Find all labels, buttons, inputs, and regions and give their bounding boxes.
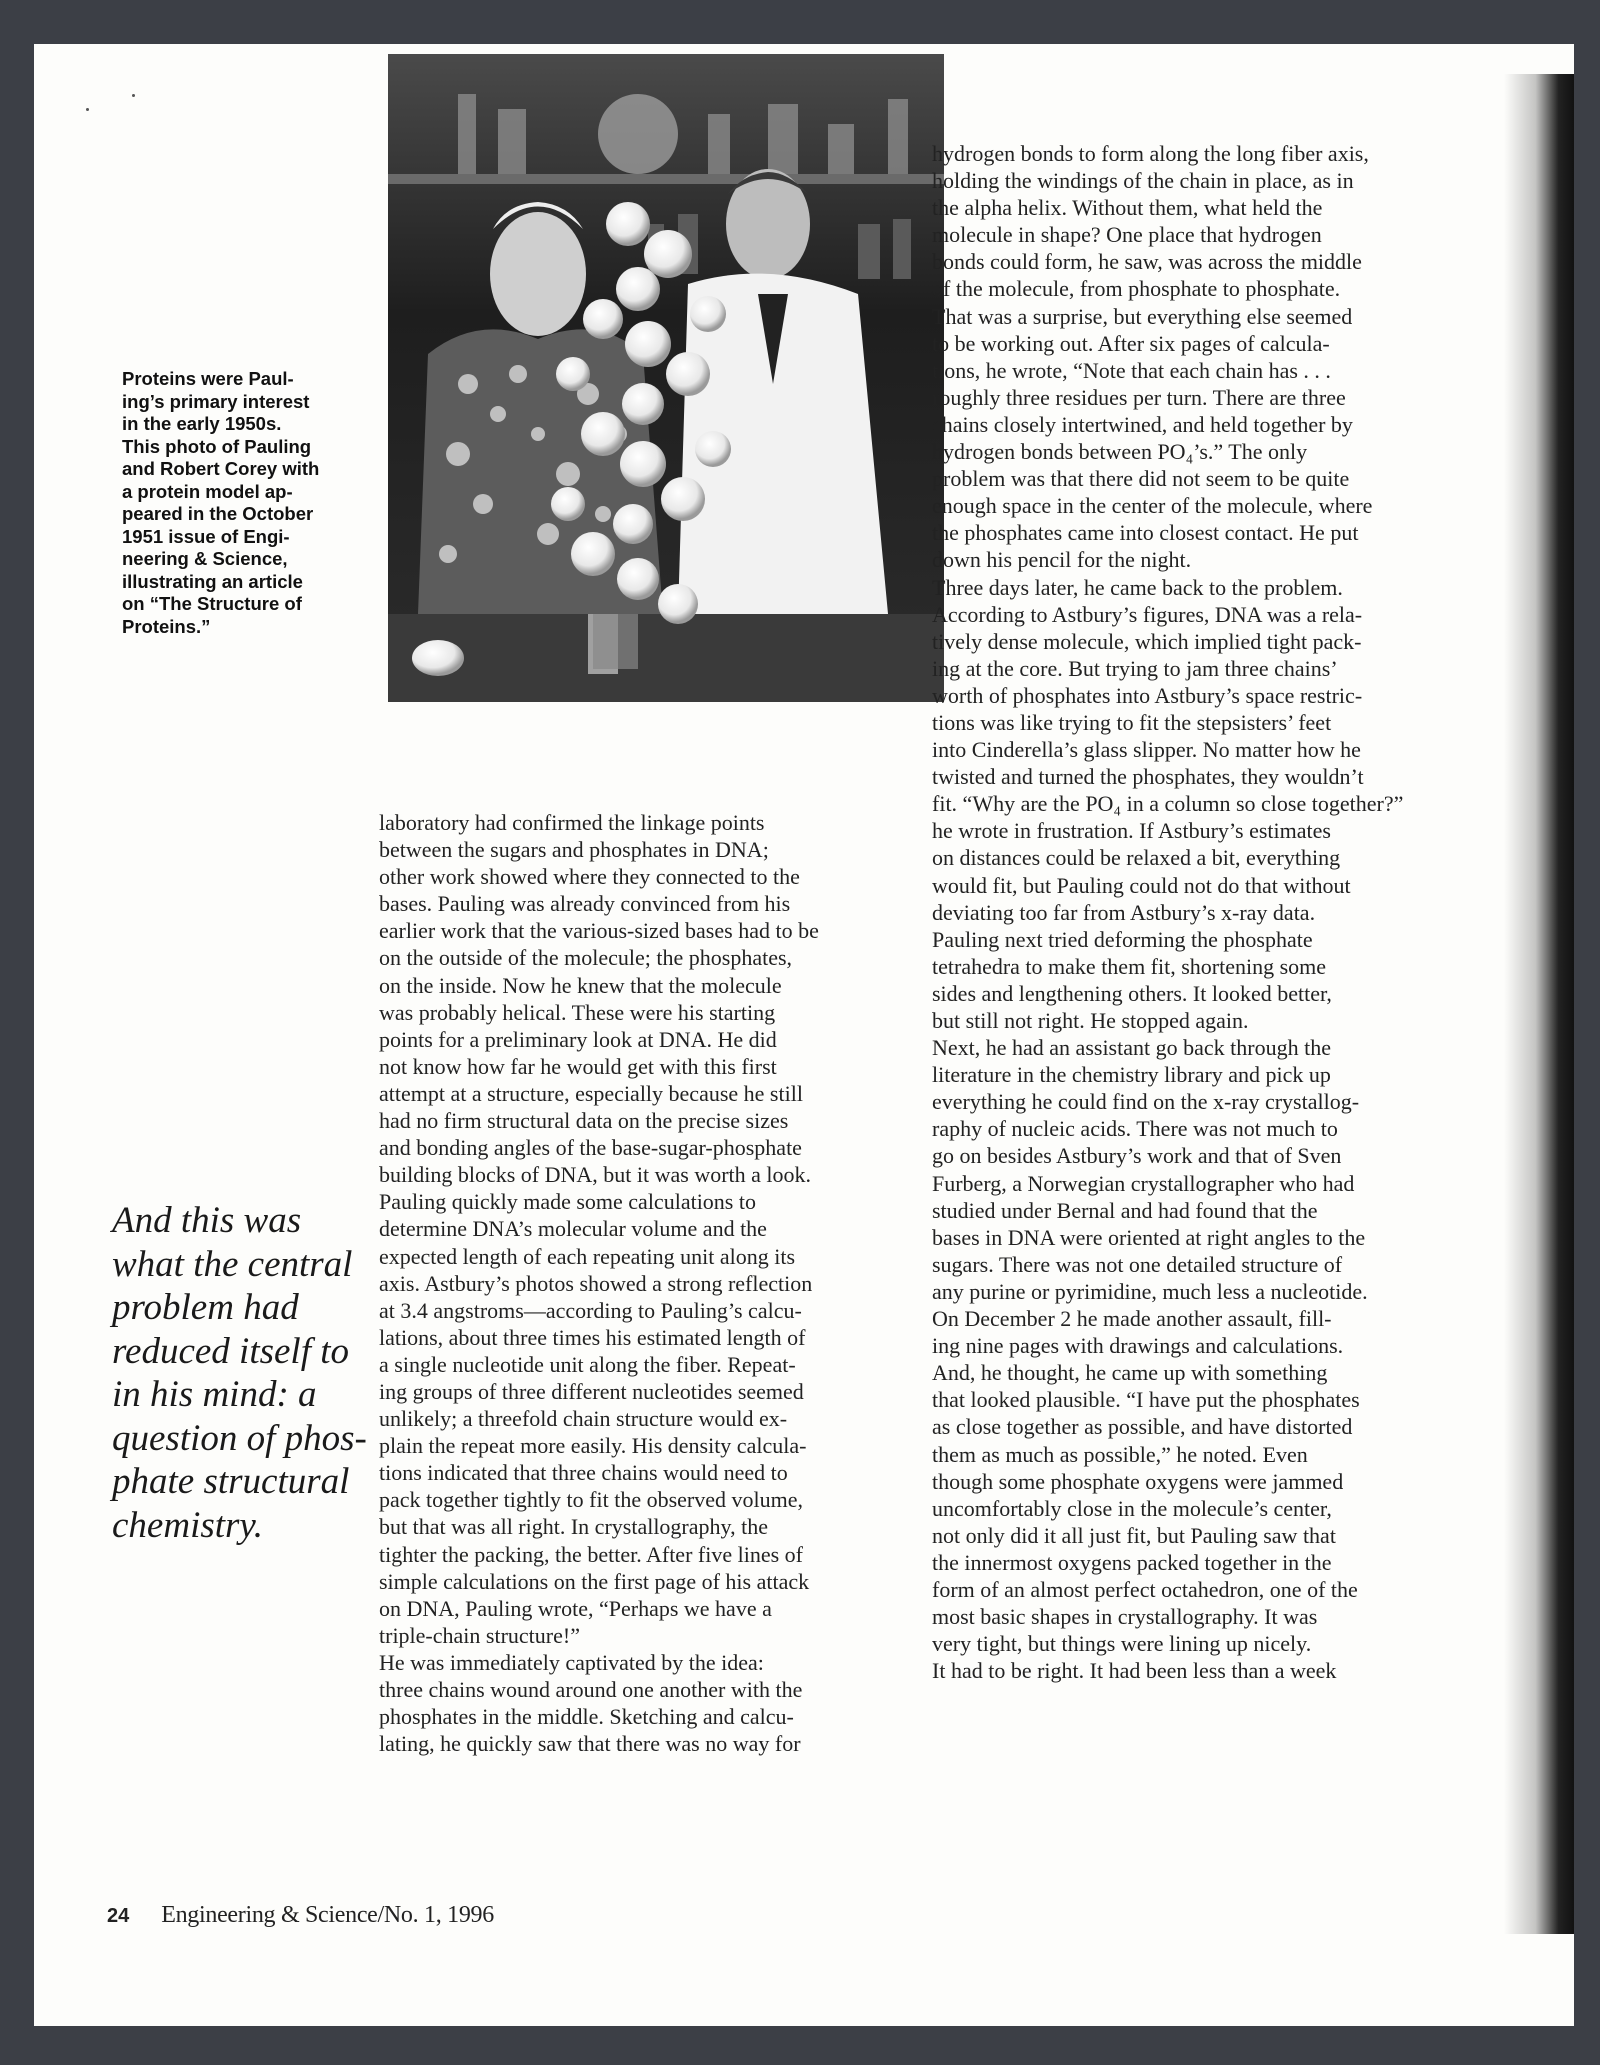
pull-quote: And this was what the central problem had reduced itself to in his mind: a question of phos- phate structural chemistry. bbox=[112, 1200, 367, 1546]
photo-caption: Proteins were Paul- ing’s primary interest in the early 1950s. This photo of Pauling and Robert Corey with a protein model ap- peared in the October 1951 issue of Engi- neering & Science, illustrating an article on “The Structure of Proteins.” bbox=[122, 368, 320, 637]
dust-speck bbox=[132, 94, 135, 97]
magazine-page bbox=[34, 44, 1574, 2026]
body-column-middle: laboratory had confirmed the linkage points between the sugars and phosphates in DNA; other work showed where they connected to the bases. Pauling was already convinced from his earlier work that the various-sized bases had to be on the outside of the molecule; the phosphates, on the inside. Now he knew that the molecule was probably helical. These were his starting points for a preliminary look at DNA. He did not know how far he would get with this first attempt at a structure, especially because he still had no firm structural data on the precise sizes and bonding angles of the base-sugar-phosphate building blocks of DNA, but it was worth a look. Pauling quickly made some calculations to determine DNA’s molecular volume and the expected length of each repeating unit along its axis. Astbury’s photos showed a strong reflection at 3.4 angstroms—according to Pauling’s calcu- lations, about three times his estimated length of a single nucleotide unit along the fiber. Repeat- ing groups of three different nucleotides seemed unlikely; a threefold chain structure would ex- plain the repeat more easily. His density calcula- tions indicated that three chains would need to pack together tightly to fit the observed volume, but that was all right. In crystallography, the tighter the packing, the better. After five lines of simple calculations on the first page of his attack on DNA, Pauling wrote, “Perhaps we have a triple-chain structure!” He was immediately captivated by the idea: three chains wound around one another with the phosphates in the middle. Sketching and calcu- lating, he quickly saw that there was no way for bbox=[379, 810, 819, 1757]
body-column-right: hydrogen bonds to form along the long fiber axis, holding the windings of the chain in place, as in the alpha helix. Without them, what held the molecule in shape? One place that hydrogen bonds could form, he saw, was across the middle of the molecule, from phosphate to phosphate. That was a surprise, but everything else seemed to be working out. After six pages of calcula- tions, he wrote, “Note that each chain has . . . roughly three residues per turn. There are three chains closely intertwined, and held together by hydrogen bonds between PO₄’s.” The only problem was that there did not seem to be quite enough space in the center of the molecule, where the phosphates came into closest contact. He put down his pencil for the night. Three days later, he came back to the problem. According to Astbury’s figures, DNA was a rela- tively dense molecule, which implied tight pack- ing at the core. But trying to jam three chains’ worth of phosphates into Astbury’s space restric- tions was like trying to fit the stepsisters’ feet into Cinderella’s glass slipper. No matter how he twisted and turned the phosphates, they wouldn’t fit. “Why are the PO₄ in a column so close together?” he wrote in frustration. If Astbury’s estimates on distances could be relaxed a bit, everything would fit, but Pauling could not do that without deviating too far from Astbury’s x-ray data. Pauling next tried deforming the phosphate tetrahedra to make them fit, shortening some sides and lengthening others. It looked better, but still not right. He stopped again. Next, he had an assistant go back through the literature in the chemistry library and pick up everything he could find on the x-ray crystallog- raphy of nucleic acids. There was not much to go on besides Astbury’s work and that of Sven Furberg, a Norwegian crystallographer who had studied under Bernal and had found that the bases in DNA were oriented at right angles to the sugars. There was not one detailed structure of any purine or pyrimidine, much less a nucleotide. On December 2 he made another assault, fill- ing nine pages with drawings and calculations. And, he thought, he came up with something that looked plausible. “I have put the phosphates as close together as possible, and have distorted them as much as possible,” he noted. Even though some phosphate oxygens were jammed uncomfortably close in the molecule’s center, not only did it all just fit, but Pauling saw that the innermost oxygens packed together in the form of an almost perfect octahedron, one of the most basic shapes in crystallography. It was very tight, but things were lining up nicely. It had to be right. It had been less than a week bbox=[932, 141, 1404, 1684]
dust-speck bbox=[86, 108, 89, 111]
page-footer bbox=[107, 1902, 494, 1929]
page-edge-shadow bbox=[1504, 74, 1574, 1934]
publication-title: Engineering & Science/No. 1, 1996 bbox=[161, 1902, 494, 1928]
page-number: 24 bbox=[107, 1905, 130, 1927]
photo-pauling-corey-protein-model bbox=[388, 54, 944, 702]
